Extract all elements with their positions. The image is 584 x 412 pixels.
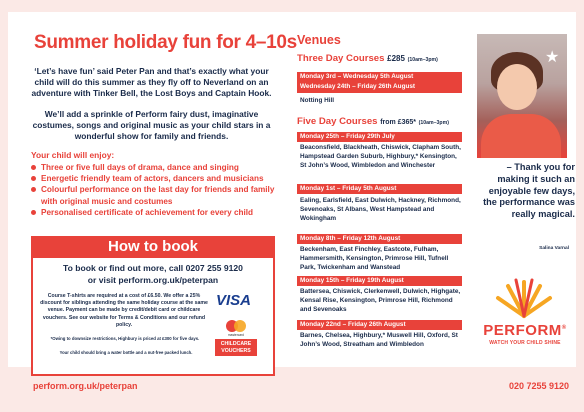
three-day-date: Wednesday 24th – Friday 26th August xyxy=(300,83,416,90)
enjoy-item: Three or five full days of drama, dance and singing xyxy=(31,162,281,173)
week-venues: Ealing, Earlsfield, East Dulwich, Hackney, Richmond, Sevenoaks, St Albans, West Hampstead and Wokingham xyxy=(300,197,461,222)
week-venues: Beaconsfield, Blackheath, Chiswick, Clapham South, Hampstead Garden Suburb, Highbury,* Kensington, St John’s Wood, Wimbledon and Winchester xyxy=(300,144,461,169)
book-web-link[interactable]: perform.org.uk/peterpan xyxy=(118,275,219,285)
three-day-price: £285 xyxy=(387,54,405,63)
book-phone-line: To book or find out more, call 0207 255 9120 xyxy=(63,263,243,273)
book-web-line xyxy=(31,275,275,285)
three-day-venue: Notting Hill xyxy=(300,97,335,104)
week-dates-bar: Monday 1st – Friday 5th August xyxy=(297,184,462,194)
enjoy-list xyxy=(31,162,281,218)
how-to-book-title: How to book xyxy=(108,238,198,255)
footer-url[interactable]: perform.org.uk/peterpan xyxy=(33,381,138,391)
book-lunch-note: Your child should bring a water bottle and a nut-free packed lunch. xyxy=(59,350,193,355)
week-venues: Battersea, Chiswick, Clerkenwell, Dulwich, Highgate, Kensal Rise, Kensington, Primrose Hill, Richmond and Sevenoaks xyxy=(300,288,461,313)
week-dates-bar: Monday 15th – Friday 19th August xyxy=(297,276,462,286)
testimonial-quote: – Thank you for making it such an enjoyable few days, the performance was really magical. xyxy=(483,162,575,220)
three-day-label: Three Day Courses xyxy=(297,53,385,64)
enjoy-item: Colourful performance on the last day for friends and family with original music and costumes xyxy=(31,184,281,206)
perform-logo-text: PERFORM xyxy=(483,322,562,339)
footer-phone: 020 7255 9120 xyxy=(509,381,570,391)
enjoy-heading: Your child will enjoy: xyxy=(31,150,115,160)
five-day-times: (10am–3pm) xyxy=(418,120,449,126)
week-dates-bar: Monday 25th – Friday 29th July xyxy=(297,132,462,142)
perform-logo-icon xyxy=(494,272,554,320)
intro-paragraph: ‘Let’s have fun’ said Peter Pan and that’s exactly what your child will do this summer as they fly off to Neverland on an adventure with Tinker Bell, the Lost Boys and Captain Hook. xyxy=(31,66,272,99)
book-highbury-note: *Owing to downsize restrictions, Highbury is priced at £300 for five days. xyxy=(50,336,200,341)
visa-logo: VISA xyxy=(216,292,252,309)
week-venues: Beckenham, East Finchley, Eastcote, Fulham, Hammersmith, Kensington, Primrose Hill, Tufnell Park, Twickenham and Wanstead xyxy=(300,246,449,271)
child-photo xyxy=(477,34,567,158)
three-day-heading xyxy=(297,53,438,64)
three-day-dates-bar xyxy=(297,72,462,93)
enjoy-item: Personalised certificate of achievement for every child xyxy=(31,207,281,218)
five-day-label: Five Day Courses xyxy=(297,116,378,127)
week-venues: Barnes, Chelsea, Highbury,* Muswell Hill, Oxford, St John’s Wood, Streatham and Wimbledon xyxy=(300,332,458,348)
testimonial-author: Salina Varnal xyxy=(539,246,569,251)
perform-logo xyxy=(480,322,570,339)
mastercard-label: mastercard xyxy=(228,333,244,337)
venues-title: Venues xyxy=(297,33,341,47)
perform-tagline: WATCH YOUR CHILD SHINE xyxy=(489,340,561,346)
enjoy-item: Energetic friendly team of actors, dancers and musicians xyxy=(31,173,281,184)
star-wand-icon: ★ xyxy=(545,49,560,66)
childcare-vouchers-badge: CHILDCARE VOUCHERS xyxy=(215,339,257,356)
book-terms: Course T-shirts are required at a cost of £6.50. We offer a 25% discount for siblings attending the same holiday course at the same venue. Payment can be made by credit/debit card or childcare vouchers. See our website for Terms & Conditions and our refund policy. xyxy=(40,293,208,328)
five-day-heading xyxy=(297,116,449,127)
week-dates-bar: Monday 8th – Friday 12th August xyxy=(297,234,462,244)
registered-mark: ® xyxy=(561,325,567,331)
three-day-date: Monday 3rd – Wednesday 5th August xyxy=(300,73,414,80)
page-title: Summer holiday fun for 4–10s xyxy=(34,32,297,53)
intro-paragraph-2: We’ll add a sprinkle of Perform fairy dust, imaginative costumes, songs and original music as your child stars in a wonderful show for family and friends. xyxy=(32,109,271,142)
book-web-prefix: or visit xyxy=(87,275,119,285)
five-day-price: from £365* xyxy=(380,119,416,126)
three-day-times: (10am–3pm) xyxy=(407,57,438,63)
week-dates-bar: Monday 22nd – Friday 26th August xyxy=(297,320,462,330)
